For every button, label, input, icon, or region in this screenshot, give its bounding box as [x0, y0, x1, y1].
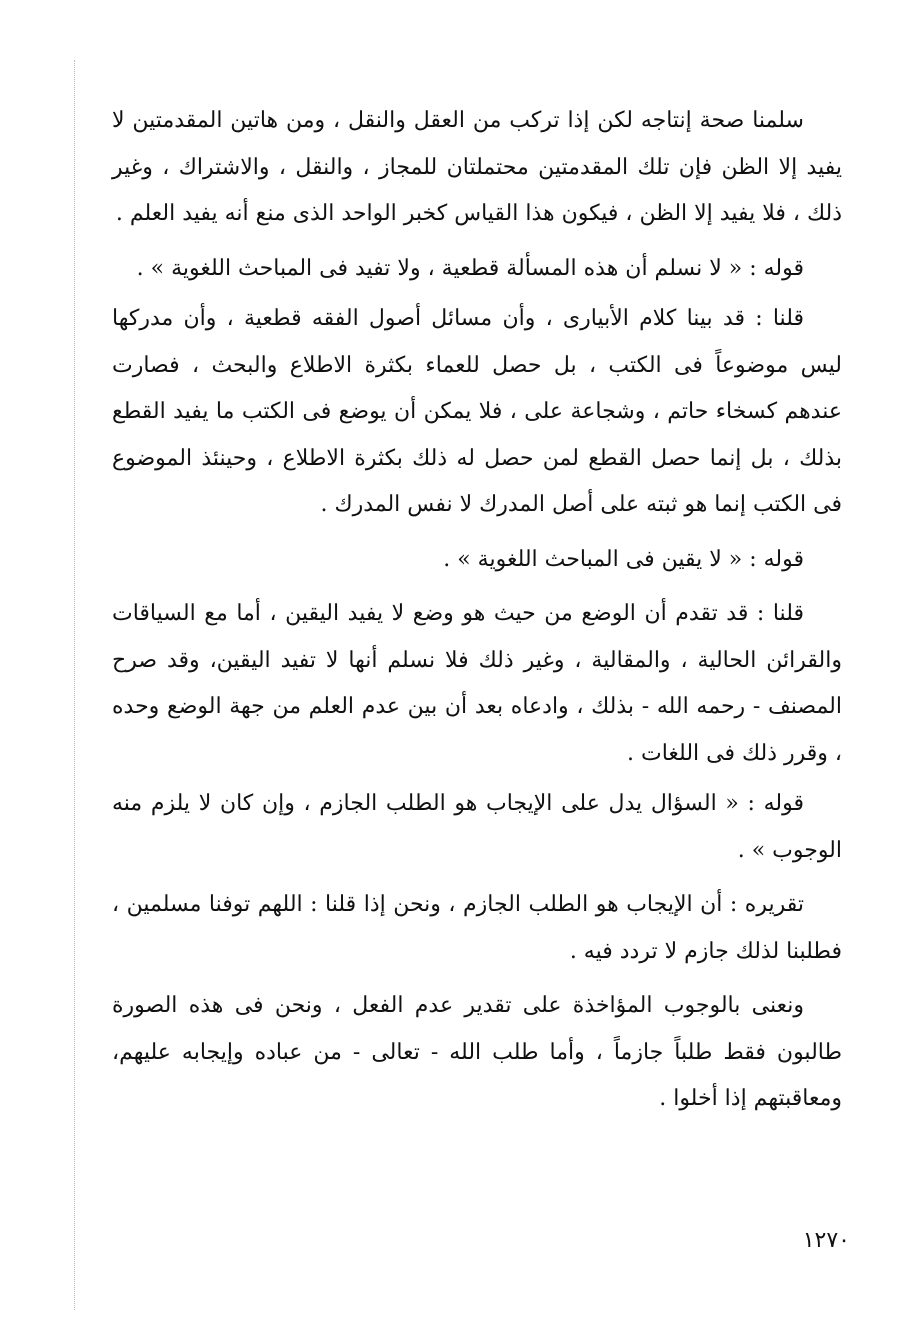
paragraph-4: قوله : « لا يقين فى المباحث اللغوية » . — [443, 546, 804, 572]
margin-guide — [74, 60, 75, 1310]
paragraph-7: تقريره : أن الإيجاب هو الطلب الجازم ، ونحن إذا قلنا : اللهم توفنا مسلمين ، فطلبنا لذلك جازم لا تردد فيه . — [112, 892, 842, 964]
paragraph-3: قلنا : قد بينا كلام الأبيارى ، وأن مسائل أصول الفقه قطعية ، وأن مدركها ليس موضوعاً فى الكتب ، بل حصل للعماء بكثرة الاطلاع والبحث ، فصارت عندهم كسخاء حاتم ، وشجاعة على ، فلا يمكن أن يوضع فى الكتب ما يفيد القطع بذلك ، بل إنما حصل القطع لمن حصل له ذلك بكثرة الاطلاع ، وحينئذ الموضوع فى الكتب إنما هو ثبته على أصل المدرك لا نفس المدرك . — [112, 306, 842, 517]
paragraph-1: سلمنا صحة إنتاجه لكن إذا تركب من العقل والنقل ، ومن هاتين المقدمتين لا يفيد إلا الظن فإن تلك المقدمتين محتملتان للمجاز ، والنقل ، والاشتراك ، وغير ذلك ، فلا يفيد إلا الظن ، فيكون هذا القياس كخبر الواحد الذى منع أنه يفيد العلم . — [112, 108, 842, 226]
paragraph-8: ونعنى بالوجوب المؤاخذة على تقدير عدم الفعل ، ونحن فى هذه الصورة طالبون فقط طلباً جازماً ، وأما طلب الله - تعالى - من عباده وإيجابه عليهم، ومعاقبتهم إذا أخلوا . — [112, 993, 842, 1111]
paragraph-6: قوله : « السؤال يدل على الإيجاب هو الطلب الجازم ، وإن كان لا يلزم منه الوجوب » . — [112, 791, 842, 863]
body-text — [112, 98, 842, 1123]
paragraph-5: قلنا : قد تقدم أن الوضع من حيث هو وضع لا يفيد اليقين ، أما مع السياقات والقرائن الحالية ، والمقالية ، وغير ذلك فلا نسلم أنها لا تفيد اليقين، وقد صرح المصنف - رحمه الله - بذلك ، وادعاه بعد أن بين عدم العلم من جهة الوضع وحده ، وقرر ذلك فى اللغات . — [112, 601, 842, 766]
page-number: ١٢٧٠ — [802, 1228, 850, 1253]
paragraph-2: قوله : « لا نسلم أن هذه المسألة قطعية ، ولا تفيد فى المباحث اللغوية » . — [136, 255, 804, 281]
